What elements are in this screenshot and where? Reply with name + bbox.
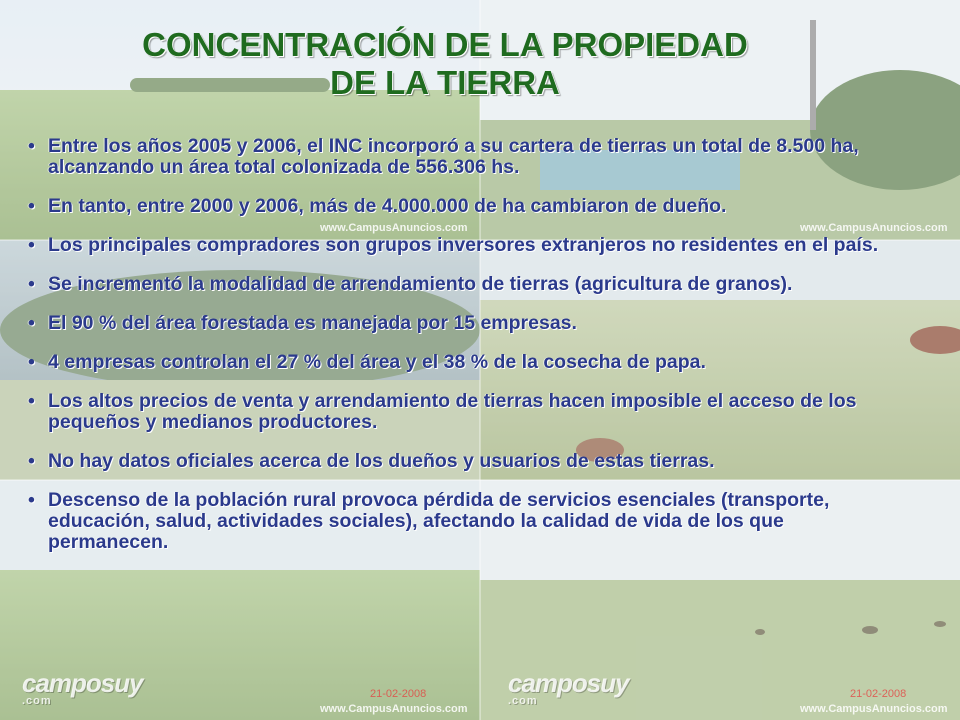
watermark-logo-text: camposuy [22,668,143,698]
watermark-url: www.CampusAnuncios.com [800,703,948,715]
bullet-text: El 90 % del área forestada es manejada por 15 empresas. [48,312,577,334]
slide-title [0,26,960,102]
bullet-text: Entre los años 2005 y 2006, el INC incorporó a su cartera de tierras un total de 8.500 ha, alcanzando un área total colonizada de 556.306 hs. [48,135,859,178]
bullet-list [24,136,904,571]
bullet-text: Los altos precios de venta y arrendamiento de tierras hacen imposible el acceso de los pequeños y medianos productores. [48,390,857,433]
watermark-logo [508,668,629,707]
bullet-dot-icon: • [28,273,35,295]
slide-title-line2: DE LA TIERRA [330,64,560,101]
watermark-logo-sub: .com [508,695,538,707]
bullet-text: Se incrementó la modalidad de arrendamiento de tierras (agricultura de granos). [48,273,793,295]
watermark-logo [22,668,143,707]
bullet-text: Descenso de la población rural provoca pérdida de servicios esenciales (transporte, educación, salud, actividades sociales), afectando la calidad de vida de los que permanecen. [48,489,830,553]
bullet-text: 4 empresas controlan el 27 % del área y el 38 % de la cosecha de papa. [48,351,706,373]
slide-title-line1: CONCENTRACIÓN DE LA PROPIEDAD [142,26,748,63]
bullet-item [24,490,904,553]
bullet-item [24,391,904,433]
bullet-dot-icon: • [28,234,35,256]
watermark-date: 21-02-2008 [370,688,427,700]
bullet-text: No hay datos oficiales acerca de los dueños y usuarios de estas tierras. [48,450,715,472]
bullet-dot-icon: • [28,390,35,412]
watermark-logo-sub: .com [22,695,52,707]
watermark-url: www.CampusAnuncios.com [800,222,948,234]
watermark-url: www.CampusAnuncios.com [320,703,468,715]
bullet-item [24,451,904,472]
bullet-text: En tanto, entre 2000 y 2006, más de 4.000.000 de ha cambiaron de dueño. [48,195,727,217]
watermark-date: 21-02-2008 [850,688,907,700]
bullet-dot-icon: • [28,489,35,511]
bullet-item [24,313,904,334]
bullet-dot-icon: • [28,135,35,157]
bullet-item [24,274,904,295]
bullet-dot-icon: • [28,195,35,217]
bullet-item [24,235,904,256]
bullet-dot-icon: • [28,351,35,373]
bullet-dot-icon: • [28,312,35,334]
bullet-dot-icon: • [28,450,35,472]
watermark-url: www.CampusAnuncios.com [320,222,468,234]
bullet-text: Los principales compradores son grupos inversores extranjeros no residentes en el país. [48,234,879,256]
bullet-item [24,196,904,217]
bullet-item [24,352,904,373]
watermark-logo-text: camposuy [508,668,629,698]
bullet-item [24,136,904,178]
